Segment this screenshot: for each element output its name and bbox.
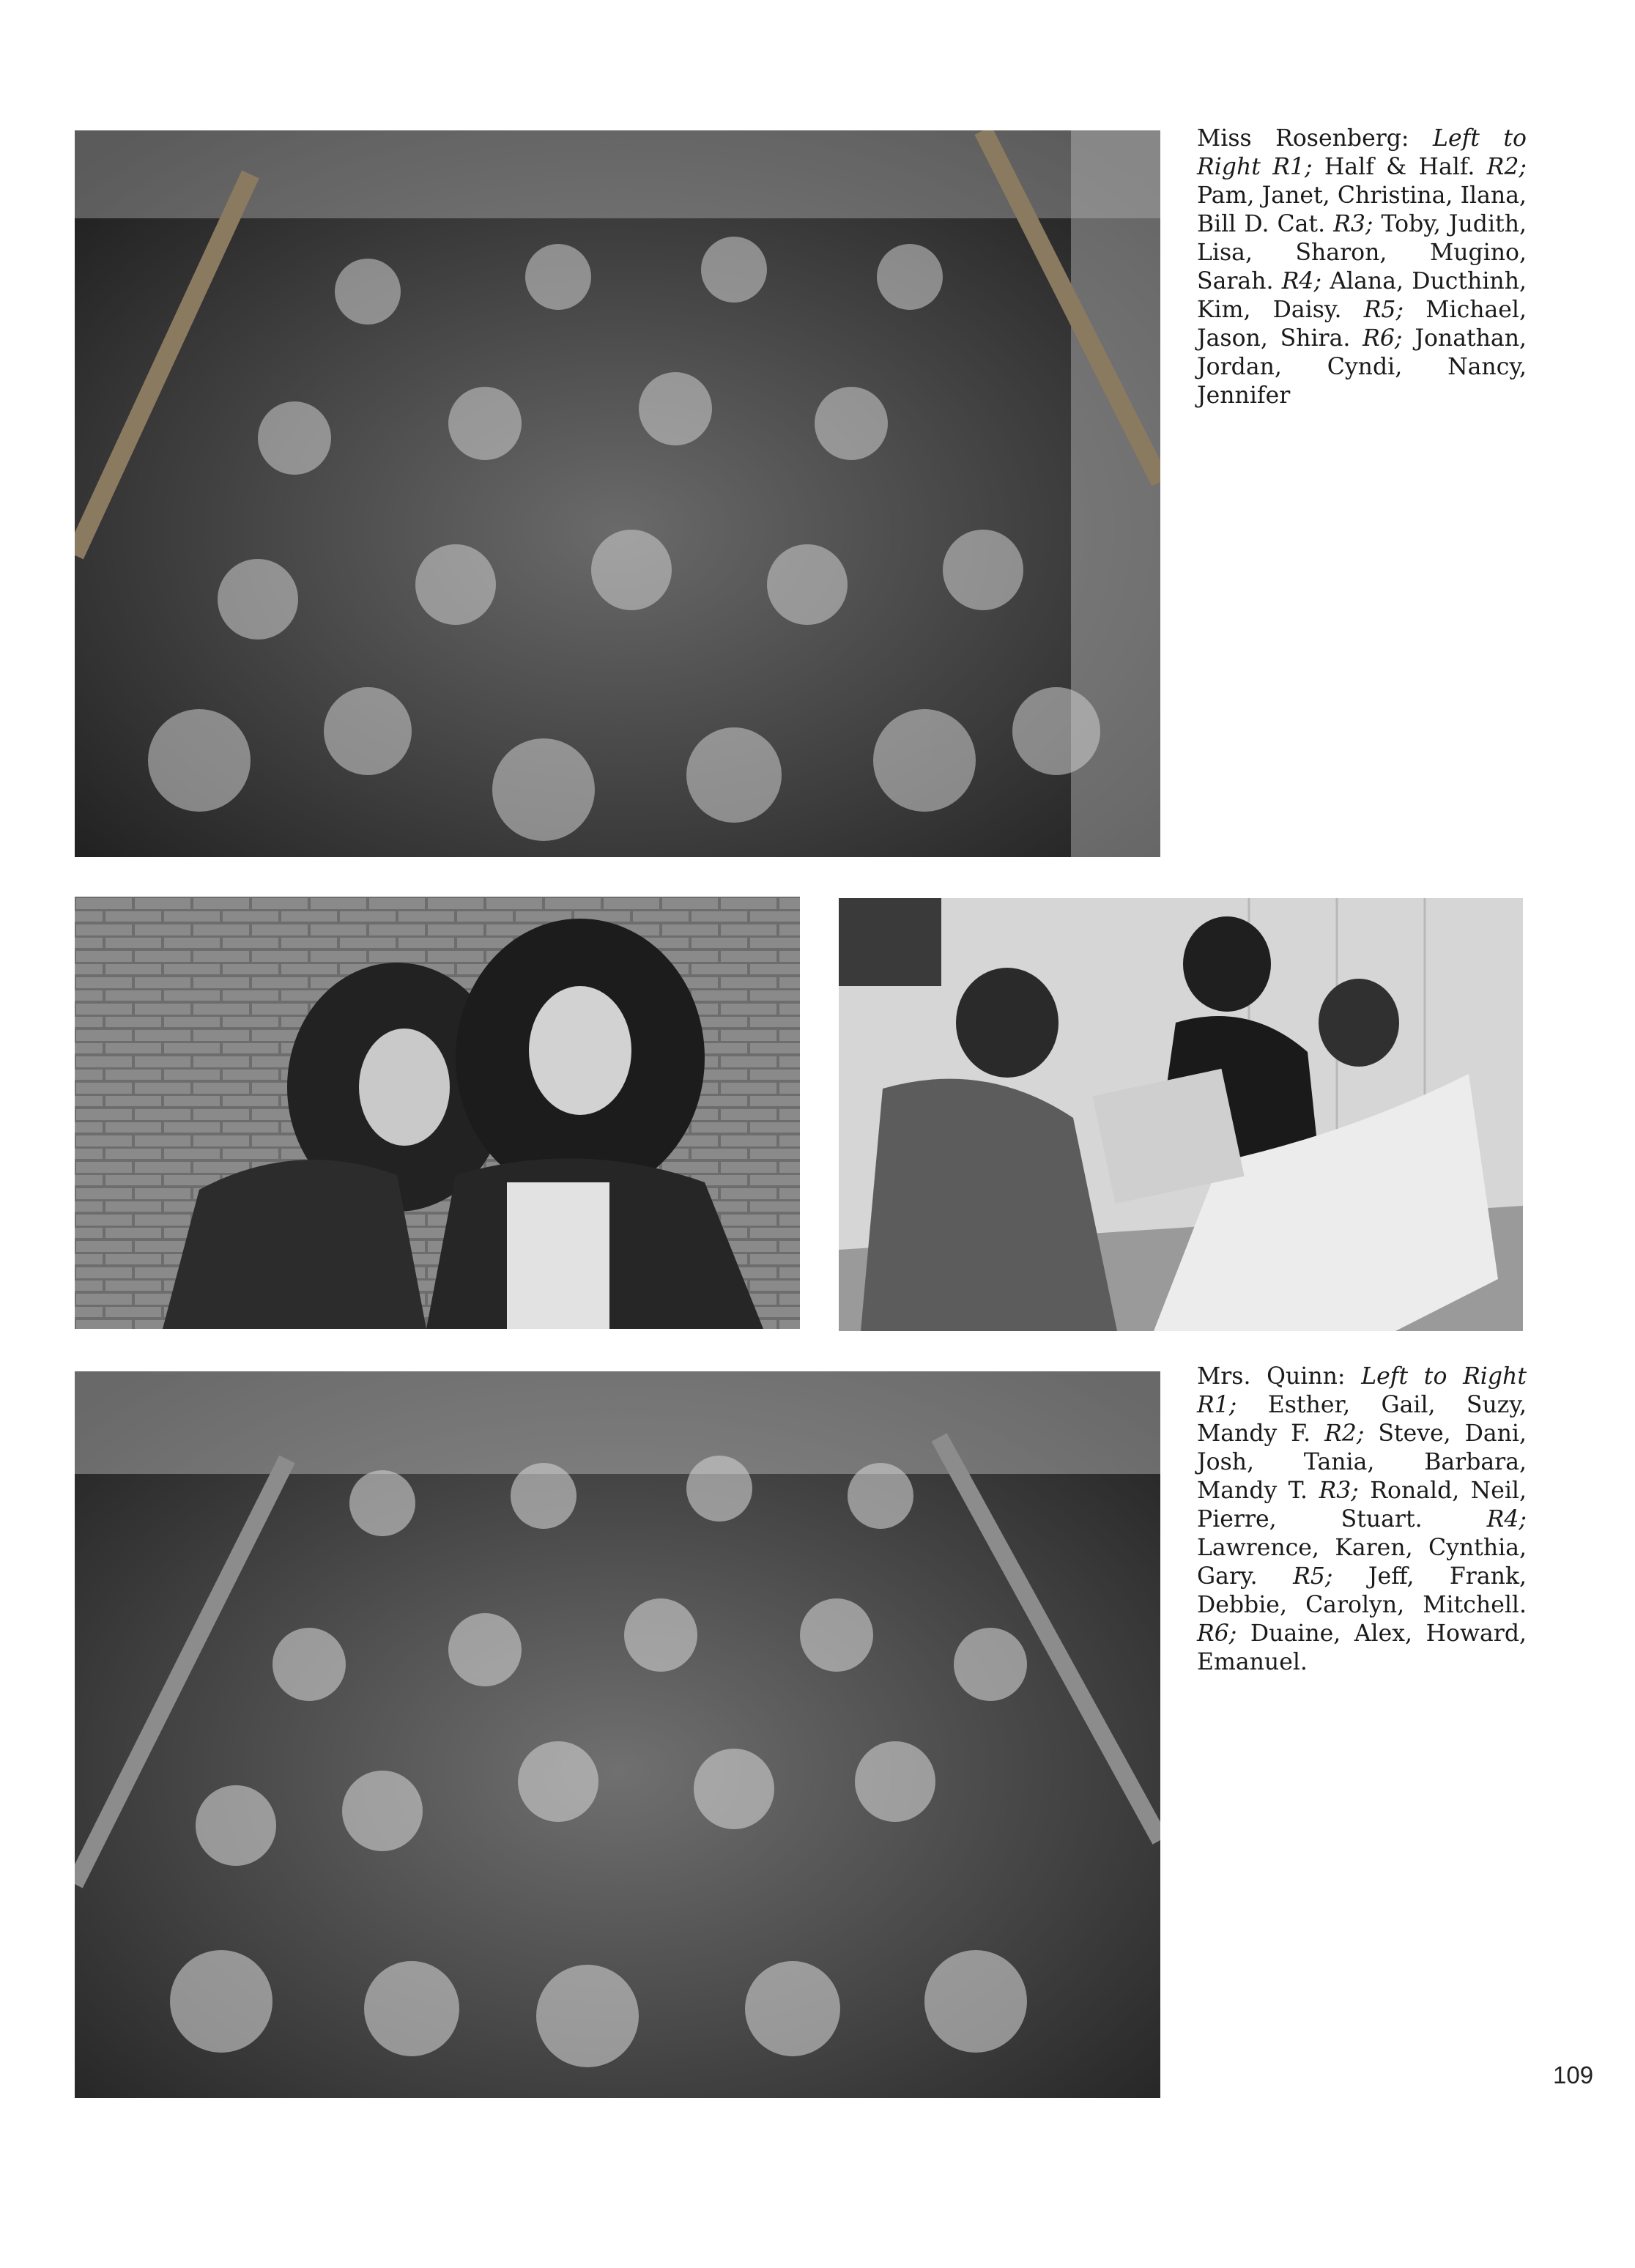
caption-teacher: Miss Rosenberg:: [1197, 125, 1409, 152]
caption-row-label: R1;: [1272, 154, 1313, 180]
caption-row-label: R5;: [1293, 1563, 1333, 1590]
students-sitting-hallway-icon: [839, 898, 1523, 1331]
caption-row-label: R5;: [1363, 297, 1404, 323]
caption-row-label: R6;: [1362, 325, 1403, 352]
caption-row-names: Steve, Dani, Josh, Tania, Barbara, Mandy T.: [1197, 1420, 1527, 1504]
group-photo-staircase-icon: [75, 1371, 1160, 2098]
caption-row-names: Jeff, Frank, Debbie, Carolyn, Mitchell.: [1197, 1563, 1527, 1618]
photo-quinn-group: [75, 1371, 1160, 2098]
caption-row-names: Jonathan, Jordan, Cyndi, Nancy, Jennifer: [1197, 325, 1527, 409]
photo-rosenberg-group: [75, 130, 1160, 857]
caption-row-names: Duaine, Alex, Howard, Emanuel.: [1197, 1620, 1527, 1675]
caption-row-names: Pam, Janet, Christina, Ilana, Bill D. Cat.: [1197, 182, 1527, 237]
caption-row-names: Esther, Gail, Suzy, Mandy F.: [1197, 1392, 1527, 1447]
caption-row-label: R1;: [1197, 1392, 1237, 1418]
photo-students-hallway: [839, 898, 1523, 1331]
caption-quinn: [1197, 1363, 1527, 1677]
caption-row-label: R3;: [1319, 1478, 1359, 1504]
caption-row-label: R3;: [1333, 211, 1373, 237]
caption-row-label: R6;: [1197, 1620, 1237, 1647]
caption-teacher: Mrs. Quinn:: [1197, 1363, 1346, 1390]
caption-row-label: R4;: [1281, 268, 1322, 294]
caption-lead: Left to Right: [1361, 1363, 1527, 1390]
caption-row-label: R4;: [1486, 1506, 1527, 1533]
caption-row-names: Alana, Ducthinh, Kim, Daisy.: [1197, 268, 1527, 323]
group-photo-staircase-icon: [75, 130, 1160, 857]
caption-row-names: Michael, Jason, Shira.: [1197, 297, 1527, 352]
caption-rosenberg: [1197, 125, 1527, 410]
caption-row-names: Lawrence, Karen, Cynthia, Gary.: [1197, 1535, 1527, 1590]
caption-row-label: R2;: [1324, 1420, 1365, 1447]
caption-lead: Left to Right: [1197, 125, 1527, 180]
caption-row-names: Toby, Judith, Lisa, Sharon, Mugino, Sarah.: [1197, 211, 1527, 294]
page-number: 109: [1553, 2061, 1594, 2089]
caption-row-names: Half & Half.: [1324, 154, 1475, 180]
caption-row-names: Ronald, Neil, Pierre, Stuart.: [1197, 1478, 1527, 1533]
photo-girls-ice-cream: [75, 897, 800, 1329]
caption-row-label: R2;: [1486, 154, 1527, 180]
two-girls-brick-wall-icon: [75, 897, 800, 1329]
